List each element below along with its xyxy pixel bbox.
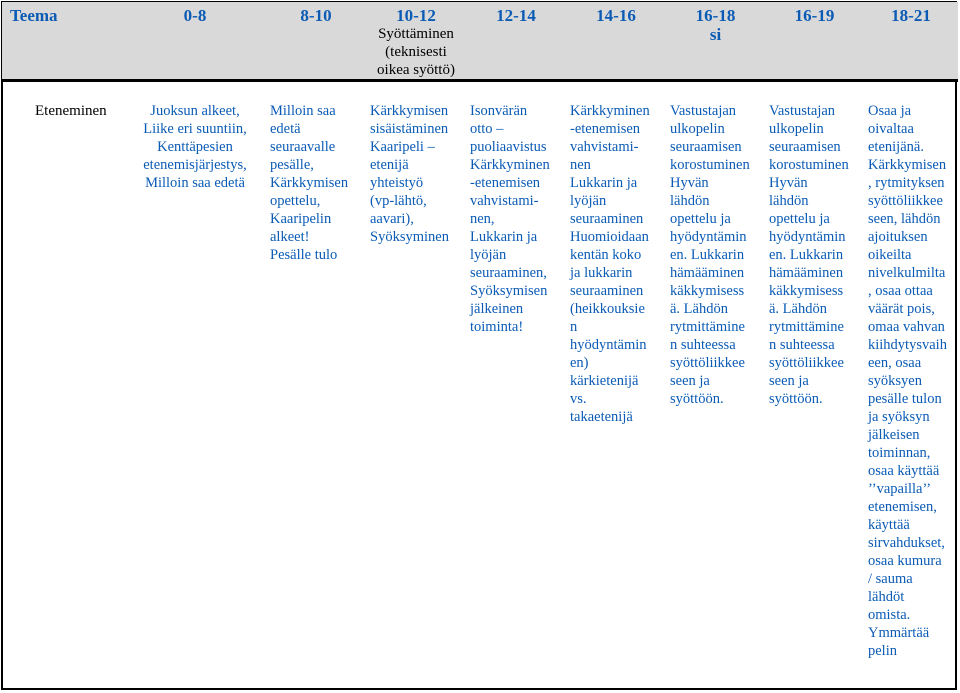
header-age-10-12-note: Syöttäminen (teknisesti oikea syöttö) — [377, 26, 455, 78]
header-theme: Teema — [2, 2, 124, 81]
cell-18-21: Osaa ja oivaltaa etenijänä. Kärkkymisen , rytmityksen syöttöliikkee seen, lähdön ajoituksen oikeilta nivelkulmilta , osaa ottaa väärät pois, omaa vahvan kiihdytysvaih een, osaa syöksyen pesälle tulon ja syöksyn jälkeisen toiminnan, osaa käyttää ’’vapailla’’ etenemisen, käyttää sirvahdukset, osaa kumura / sauma lähdöt omista. Ymmärtää pelin — [868, 103, 947, 659]
header-age-18-21: 18-21 — [864, 2, 958, 81]
cell-16-19: Vastustajan ulkopelin seuraamisen korostuminen Hyvän lähdön opettelu ja hyödyntämin en. Lukkarin hämääminen käkkymisess ä. Lähdön rytmittämine n suhteessa syöttöliikkee seen ja syöttöön. — [769, 103, 849, 407]
header-age-0-8: 0-8 — [124, 2, 266, 81]
header-age-8-10: 8-10 — [266, 2, 366, 81]
header-age-16-19: 16-19 — [765, 2, 864, 81]
cell-10-12: Kärkkymisen sisäistäminen Kaaripeli – etenijä yhteistyö (vp-lähtö, aavari), Syöksyminen — [370, 103, 449, 245]
header-age-16-18: 16-18 si — [666, 2, 765, 81]
header-age-12-14: 12-14 — [466, 2, 566, 81]
cell-14-16: Kärkkyminen -etenemisen vahvistami- nen Lukkarin ja lyöjän seuraaminen Huomioidaan kentän koko ja lukkarin seuraaminen (heikkouksie n hyödyntämin en) kärkietenijä vs. takaetenijä — [570, 103, 650, 425]
curriculum-table — [2, 2, 958, 660]
header-row — [2, 2, 958, 81]
cell-12-14: Isonvärän otto – puoliaavistus Kärkkyminen -etenemisen vahvistami- nen, Lukkarin ja lyöjän seuraaminen, Syöksymisen jälkeinen toiminta! — [470, 103, 550, 335]
cell-8-10: Milloin saa edetä seuraavalle pesälle, Kärkkymisen opettelu, Kaaripelin alkeet! Pesälle tulo — [270, 103, 349, 263]
header-age-14-16: 14-16 — [566, 2, 666, 81]
cell-16-18: Vastustajan ulkopelin seuraamisen korostuminen Hyvän lähdön opettelu ja hyödyntämin en. Lukkarin hämääminen käkkymisess ä. Lähdön rytmittämine n suhteessa syöttöliikkee seen ja syöttöön. — [670, 103, 750, 407]
cell-0-8: Juoksun alkeet, Liike eri suuntiin, Kenttäpesien etenemisjärjestys, Milloin saa edetä — [143, 103, 247, 191]
table-row — [2, 81, 958, 661]
row-theme: Eteneminen — [35, 103, 107, 119]
header-age-10-12: 10-12 Syöttäminen (teknisesti oikea syöttö) — [366, 2, 466, 81]
